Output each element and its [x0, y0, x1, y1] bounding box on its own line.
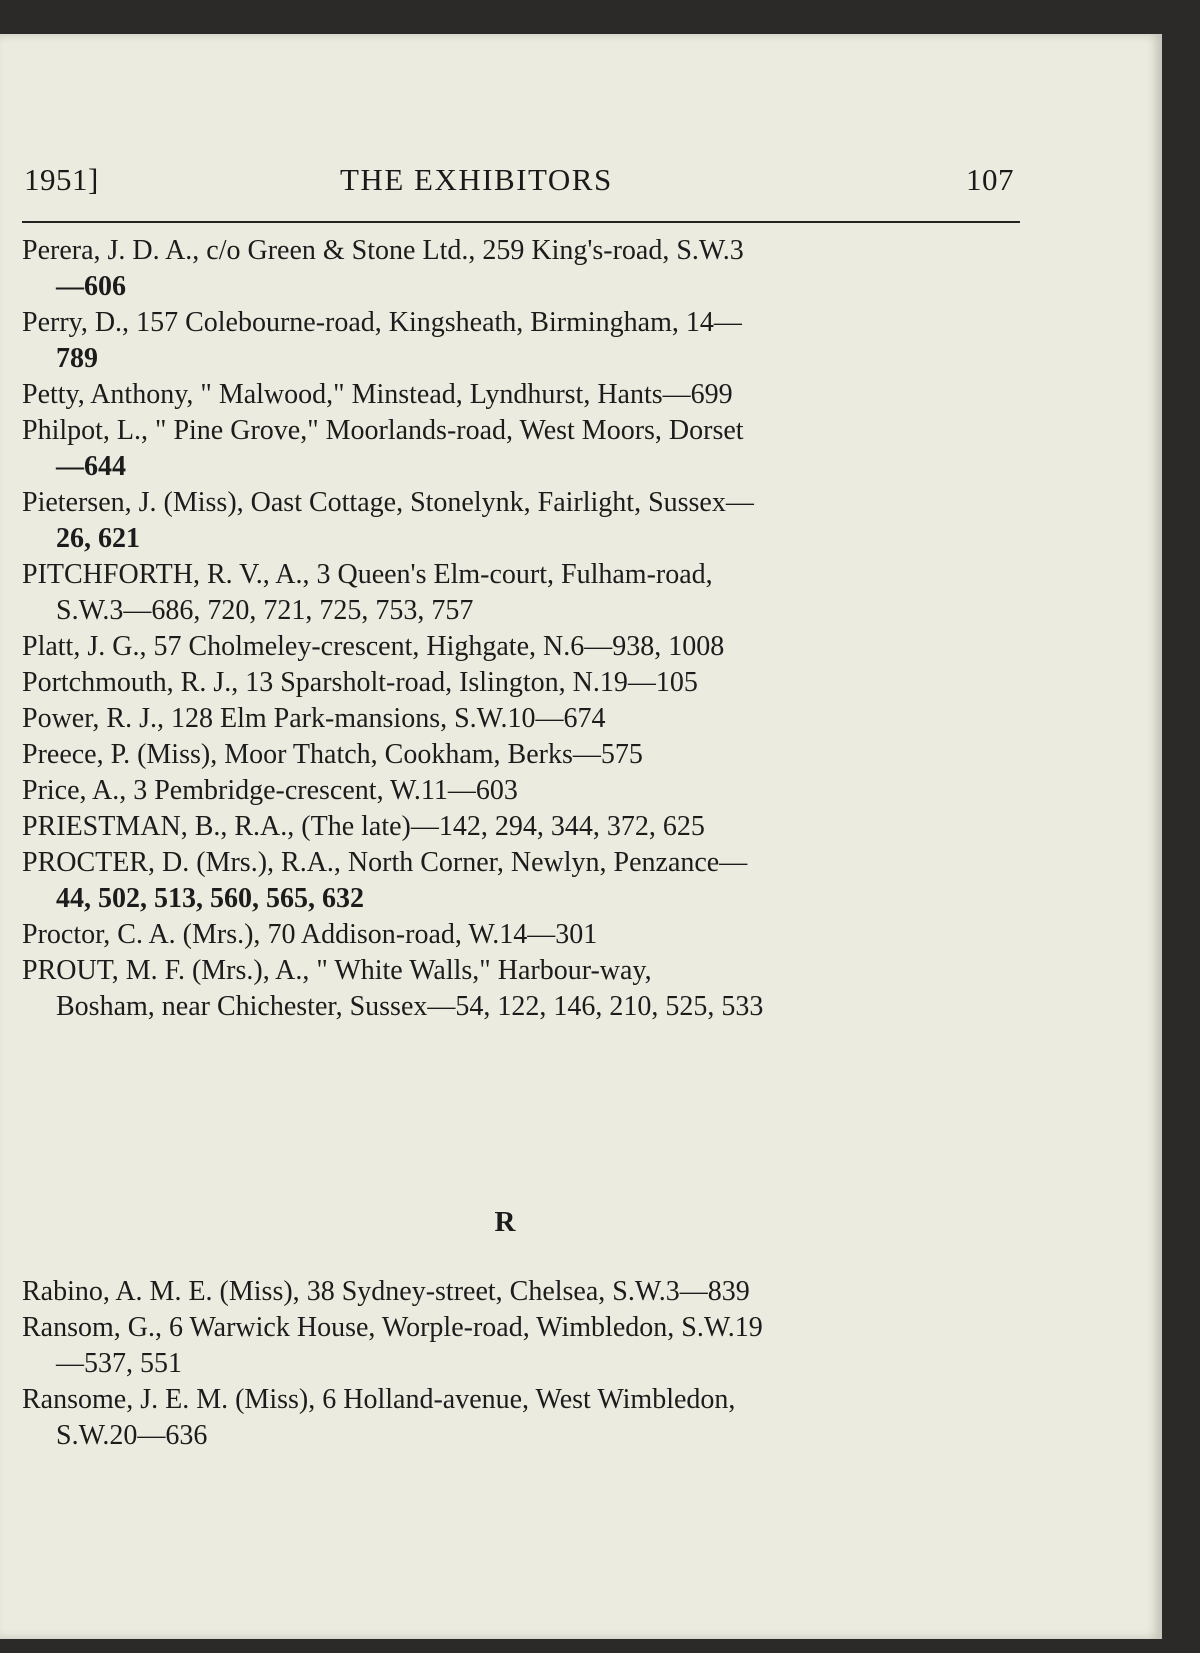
exhibitor-address: 57 Cholmeley-crescent, Highgate, N.6—938, 1008: [146, 631, 725, 662]
list-item: [22, 737, 1020, 773]
exhibitor-address: " White Walls," Harbour-way,: [309, 955, 652, 986]
page-title: THE EXHIBITORS: [340, 162, 613, 197]
list-item: [22, 557, 1020, 629]
exhibitor-name: Power, R. J.,: [22, 703, 164, 734]
exhibitor-address: 3 Queen's Elm-court, Fulham-road,: [309, 559, 713, 590]
list-item: [22, 485, 1020, 557]
exhibitor-address: 6 Holland-avenue, West Wimbledon,: [315, 1384, 736, 1415]
exhibitor-name: Rabino, A. M. E. (Miss),: [22, 1276, 300, 1307]
list-item: [22, 305, 1020, 377]
exhibitor-address: North Corner, Newlyn, Penzance—: [340, 847, 748, 878]
exhibitor-address: c/o Green & Stone Ltd., 259 King's-road, S.W.3: [199, 235, 744, 266]
list-item: [22, 413, 1020, 485]
exhibitor-works: S.W.20—636: [56, 1420, 208, 1451]
exhibitor-address: " Pine Grove," Moorlands-road, West Moors, Dorset: [148, 415, 744, 446]
exhibitor-name: PRIESTMAN, B., R.A.,: [22, 811, 295, 842]
exhibitor-name: Price, A.,: [22, 775, 127, 806]
exhibitor-name: PITCHFORTH, R. V., A.,: [22, 559, 310, 590]
exhibitor-name: Pietersen, J. (Miss),: [22, 487, 244, 518]
exhibitor-list-r: [22, 1274, 1020, 1454]
exhibitor-works: Bosham, near Chichester, Sussex—54, 122, 146, 210, 525, 533: [56, 991, 764, 1022]
list-item: [22, 773, 1020, 809]
exhibitor-name: Ransom, G.,: [22, 1312, 162, 1343]
exhibitor-address: (The late)—142, 294, 344, 372, 625: [294, 811, 705, 842]
list-item: [22, 377, 1020, 413]
exhibitor-name: Perera, J. D. A.,: [22, 235, 200, 266]
exhibitor-works: S.W.3—686, 720, 721, 725, 753, 757: [56, 595, 474, 626]
exhibitor-works: 44, 502, 513, 560, 565, 632: [56, 883, 364, 914]
list-item: [22, 809, 1020, 845]
page-number: 107: [966, 162, 1014, 197]
exhibitor-address: Moor Thatch, Cookham, Berks—575: [217, 739, 643, 770]
exhibitor-address: " Malwood," Minstead, Lyndhurst, Hants—699: [193, 379, 733, 410]
exhibitor-address: 70 Addison-road, W.14—301: [260, 919, 598, 950]
exhibitor-address: Oast Cottage, Stonelynk, Fairlight, Sussex—: [243, 487, 754, 518]
list-item: [22, 1274, 1020, 1310]
book-page: [0, 34, 1162, 1639]
list-item: [22, 701, 1020, 737]
exhibitor-address: 13 Sparsholt-road, Islington, N.19—105: [238, 667, 698, 698]
exhibitor-list-p: [22, 233, 1020, 1025]
exhibitor-name: Preece, P. (Miss),: [22, 739, 218, 770]
exhibitor-address: 128 Elm Park-mansions, S.W.10—674: [164, 703, 606, 734]
exhibitor-address: 38 Sydney-street, Chelsea, S.W.3—839: [299, 1276, 750, 1307]
list-item: [22, 665, 1020, 701]
exhibitor-name: Ransome, J. E. M. (Miss),: [22, 1384, 316, 1415]
list-item: [22, 1310, 1020, 1382]
header-rule: [22, 221, 1020, 223]
section-letter: R: [494, 1206, 516, 1238]
exhibitor-address: 3 Pembridge-crescent, W.11—603: [126, 775, 518, 806]
exhibitor-name: Philpot, L.,: [22, 415, 149, 446]
exhibitor-address: 6 Warwick House, Worple-road, Wimbledon, S.W.19: [162, 1312, 763, 1343]
exhibitor-works: —537, 551: [56, 1348, 182, 1379]
list-item: [22, 845, 1020, 917]
exhibitor-name: PROUT, M. F. (Mrs.), A.,: [22, 955, 310, 986]
list-item: [22, 629, 1020, 665]
exhibitor-works: 26, 621: [56, 523, 140, 554]
exhibitor-works: —606: [56, 271, 126, 302]
list-item: [22, 1382, 1020, 1454]
exhibitor-name: Portchmouth, R. J.,: [22, 667, 239, 698]
exhibitor-name: Petty, Anthony,: [22, 379, 194, 410]
exhibitor-name: PROCTER, D. (Mrs.), R.A.,: [22, 847, 341, 878]
exhibitor-address: 157 Colebourne-road, Kingsheath, Birmingham, 14—: [129, 307, 742, 338]
exhibitor-works: 789: [56, 343, 98, 374]
list-item: [22, 953, 1020, 1025]
exhibitor-works: —644: [56, 451, 126, 482]
header-year: 1951]: [24, 162, 99, 197]
exhibitor-name: Perry, D.,: [22, 307, 130, 338]
list-item: [22, 917, 1020, 953]
list-item: [22, 233, 1020, 305]
exhibitor-name: Proctor, C. A. (Mrs.),: [22, 919, 261, 950]
exhibitor-name: Platt, J. G.,: [22, 631, 147, 662]
